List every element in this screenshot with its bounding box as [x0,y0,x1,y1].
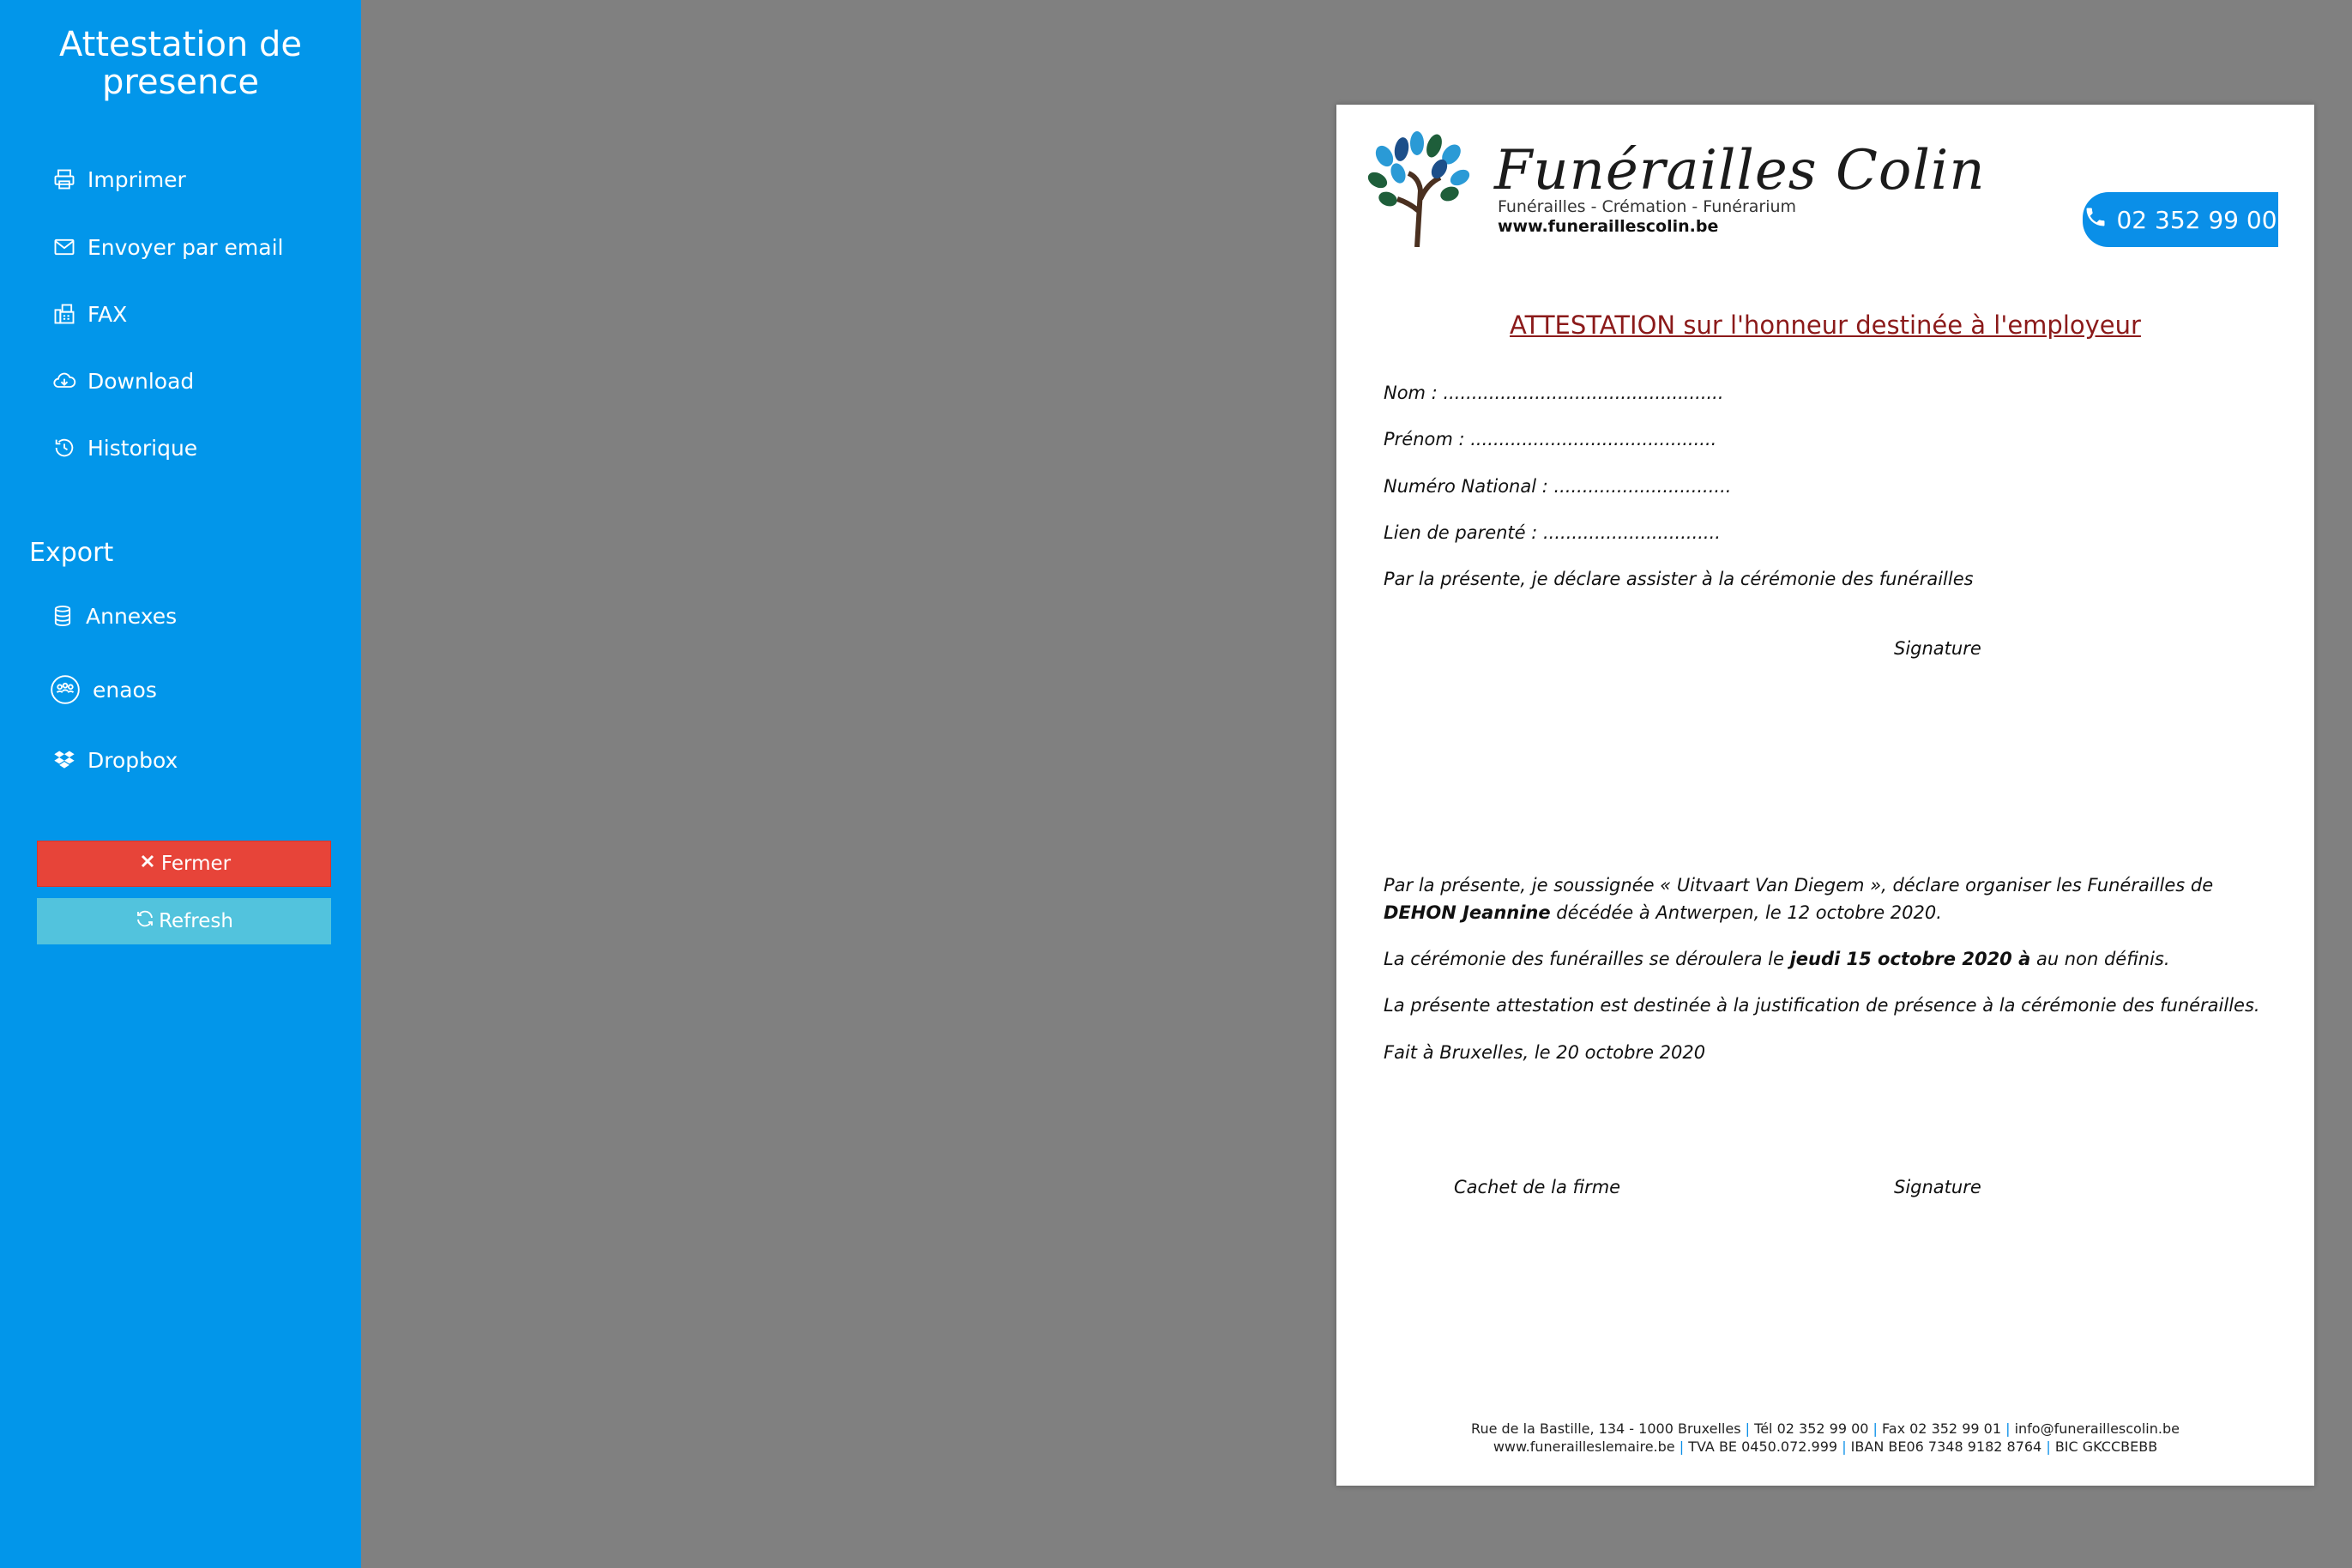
footer-address: Rue de la Bastille, 134 - 1000 Bruxelles [1471,1420,1741,1437]
history-button[interactable] [51,427,197,468]
close-label: Fermer [160,853,232,875]
refresh-button[interactable] [37,898,331,944]
phone-icon [2084,205,2116,235]
field-lien-parente: Lien de parenté : ............................... [1384,522,1721,543]
made-at-paragraph: Fait à Bruxelles, le 20 octobre 2020 [1384,1042,1706,1063]
phone-badge [2083,192,2278,247]
field-numero-national: Numéro National : ............................... [1384,476,1732,497]
organiser-paragraph [1384,871,2267,926]
brand-name: Funérailles Colin [1494,139,1986,202]
enaos-icon [48,672,82,707]
close-icon [137,851,161,877]
attestation-document [1336,105,2314,1486]
footer-web: www.funerailleslemaire.be [1493,1438,1675,1455]
declaration-text: Par la présente, je déclare assister à la cérémonie des funérailles [1384,569,1974,589]
ceremony-text: La cérémonie des funérailles se déroulera le [1384,949,1790,969]
history-label: Historique [87,435,198,461]
footer-tel: Tél 02 352 99 00 [1754,1420,1869,1437]
cloud-download-icon [51,368,77,394]
ceremony-place: au non définis. [2030,949,2170,969]
download-label: Download [87,368,195,394]
sidebar [0,0,361,1568]
annexes-label: Annexes [86,603,178,629]
send-email-label: Envoyer par email [87,234,284,260]
fax-label: FAX [87,301,128,327]
footer-bic: BIC GKCCBEBB [2054,1438,2158,1455]
brand-website: www.funeraillescolin.be [1498,217,1719,236]
deceased-name: DEHON Jeannine [1384,902,1551,923]
signature-label-2: Signature [1894,1177,1981,1197]
footer-email: info@funeraillescolin.be [2014,1420,2180,1437]
envelope-icon [51,234,77,260]
phone-number: 02 352 99 00 [2116,205,2277,234]
download-button[interactable] [51,360,194,401]
purpose-paragraph: La présente attestation est destinée à la justification de présence à la cérémonie des funérailles. [1384,995,2260,1016]
footer-tva: TVA BE 0450.072.999 [1688,1438,1838,1455]
tree-logo-icon [1367,130,1479,247]
field-prenom: Prénom : ........................................... [1384,429,1717,449]
database-icon [50,603,75,629]
field-nom: Nom : ................................................. [1384,383,1724,403]
send-email-button[interactable] [51,226,284,268]
dropbox-label: Dropbox [87,747,178,773]
footer-iban: IBAN BE06 7348 9182 8764 [1850,1438,2042,1455]
annexes-button[interactable] [50,595,177,636]
export-heading: Export [29,538,114,568]
ceremony-date: jeudi 15 octobre 2020 à [1789,949,2031,969]
footer-line-2: www.funerailleslemaire.be | TVA BE 0450.072.999 | IBAN BE06 7348 9182 8764 | BIC GKCCBEBB [1493,1438,2158,1455]
ceremony-paragraph [1384,945,2267,973]
fax-icon [51,301,77,327]
sidebar-title: Attestation de presence [58,25,302,102]
brand-tagline: Funérailles - Crémation - Funérarium [1498,197,1797,216]
fax-button[interactable] [51,293,127,335]
dropbox-icon [51,747,77,773]
close-button[interactable] [37,841,331,887]
refresh-icon [135,908,159,934]
enaos-button[interactable] [48,669,157,710]
print-label: Imprimer [87,166,186,192]
enaos-label: enaos [93,677,157,703]
organiser-text: Par la présente, je soussignée « Uitvaart Van Diegem », déclare organiser les Funérailles de [1384,875,2214,896]
stamp-label: Cachet de la firme [1454,1177,1621,1197]
footer-fax: Fax 02 352 99 01 [1882,1420,2001,1437]
document-title: ATTESTATION sur l'honneur destinée à l'employeur [1510,311,2141,340]
deceased-info: décédée à Antwerpen, le 12 octobre 2020. [1550,902,1942,923]
dropbox-button[interactable] [51,739,178,781]
signature-label: Signature [1894,638,1981,659]
printer-icon [51,166,77,192]
history-icon [51,435,77,461]
refresh-label: Refresh [159,910,233,932]
print-button[interactable] [51,159,186,200]
footer-line-1: Rue de la Bastille, 134 - 1000 Bruxelles | Tél 02 352 99 00 | Fax 02 352 99 01 | info@funeraillescolin.be [1471,1420,2180,1437]
